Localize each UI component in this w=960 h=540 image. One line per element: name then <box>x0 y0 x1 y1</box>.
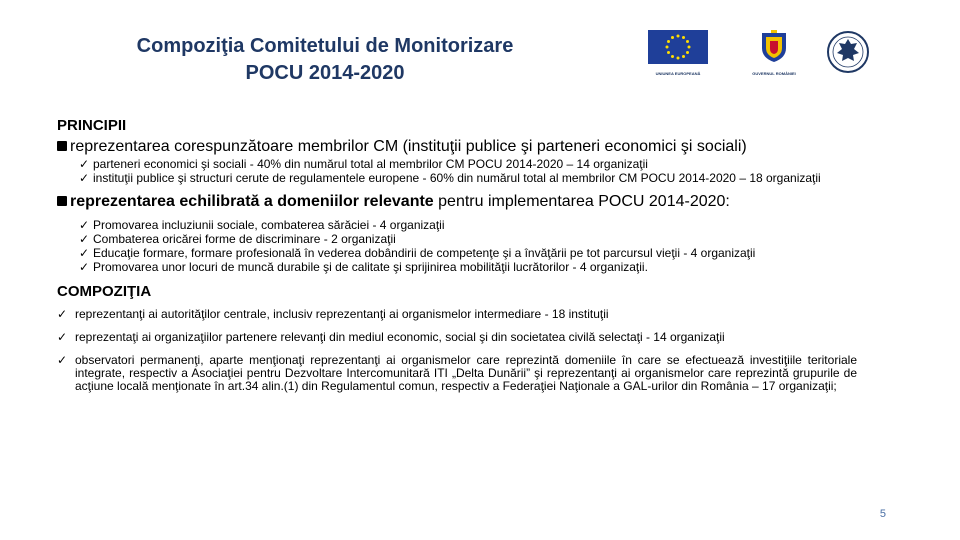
check-icon: ✓ <box>79 171 90 185</box>
list-item: ✓ reprezentaţi ai organizaţiilor partenere relevanţi din mediul economic, social şi din societatea civilă selectaţi - 14 organizaţii <box>57 330 725 344</box>
check-icon: ✓ <box>57 307 68 321</box>
check-icon: ✓ <box>57 330 68 344</box>
compozitia-list <box>57 308 857 393</box>
ministry-seal-icon <box>826 30 870 74</box>
slide-title-line1: Compoziţia Comitetului de Monitorizare <box>136 35 514 57</box>
list-item: ✓ parteneri economici şi sociali - 40% din numărul total al membrilor CM POCU 2014-2020 – 14 organizaţii <box>79 157 648 171</box>
principle-1-text: reprezentarea corespunzătoare membrilor CM (instituţii publice şi parteneri economici şi sociali) <box>70 138 747 155</box>
list-item: ✓ Combaterea oricărei forme de discriminare - 2 organizaţii <box>79 232 396 246</box>
list-item: ✓ observatori permanenţi, aparte menţionaţi reprezentanţi ai organismelor care reprezintă domeniile în care se efectuează investiţiile teritoriale integrate, respectiv a Asociaţiei pentru Dezvoltare Intercomunitară ITI „Delta Dunării” şi reprezentanţi ai organismelor care reprezintă grupurile de acţiune locală menţionate în art.34 alin.(1) din Regulamentul comun, respectiv a Federaţiei Naţionale a GAL-urilor din România – 17 organizaţii; <box>57 353 857 393</box>
page-number: 5 <box>879 508 886 520</box>
principle-2 <box>57 191 857 212</box>
government-logo-caption: GUVERNUL ROMÂNIEI <box>752 71 796 76</box>
list-item: ✓ Promovarea unor locuri de muncă durabile şi de calitate şi sprijinirea mobilităţii lucrătorilor - 4 organizaţii. <box>79 260 648 274</box>
list-item: ✓ Promovarea incluziunii sociale, combaterea sărăciei - 4 organizaţii <box>79 218 445 232</box>
ministry-logo <box>826 30 870 79</box>
principii-heading: PRINCIPII <box>57 117 127 134</box>
eu-logo-caption: UNIUNEA EUROPEANĂ <box>655 71 701 76</box>
government-logo <box>744 30 804 76</box>
principle-1-list <box>57 157 857 185</box>
eu-logo <box>648 30 708 76</box>
check-icon: ✓ <box>57 353 68 367</box>
principle-1 <box>57 136 857 157</box>
square-bullet-icon <box>57 196 67 206</box>
list-item: ✓ reprezentanţi ai autorităţilor centrale, inclusiv reprezentanţi ai organismelor intermediare - 18 instituţii <box>57 307 609 321</box>
square-bullet-icon <box>57 141 67 151</box>
check-icon: ✓ <box>79 246 90 260</box>
check-icon: ✓ <box>79 260 90 274</box>
check-icon: ✓ <box>79 218 90 232</box>
slide-title <box>80 33 570 87</box>
eu-flag-icon <box>648 30 708 64</box>
romania-coat-of-arms-icon <box>744 30 804 64</box>
principle-2-list <box>57 218 857 274</box>
slide-title-line2: POCU 2014-2020 <box>245 62 405 84</box>
principle-2-text: reprezentarea echilibrată a domeniilor relevante pentru implementarea POCU 2014-2020: <box>70 193 730 210</box>
check-icon: ✓ <box>79 157 90 171</box>
logo-strip <box>640 30 880 80</box>
check-icon: ✓ <box>79 232 90 246</box>
list-item: ✓ Educaţie formare, formare profesională în vederea dobândirii de competenţe şi a învăţării pe tot parcursul vieţii - 4 organizaţii <box>79 246 756 260</box>
slide-content <box>57 116 857 393</box>
compozitia-heading: COMPOZIŢIA <box>57 283 152 300</box>
list-item: ✓ instituţii publice şi structuri cerute de regulamentele europene - 60% din numărul total al membrilor CM POCU 2014-2020 – 18 organizaţii <box>79 171 821 185</box>
